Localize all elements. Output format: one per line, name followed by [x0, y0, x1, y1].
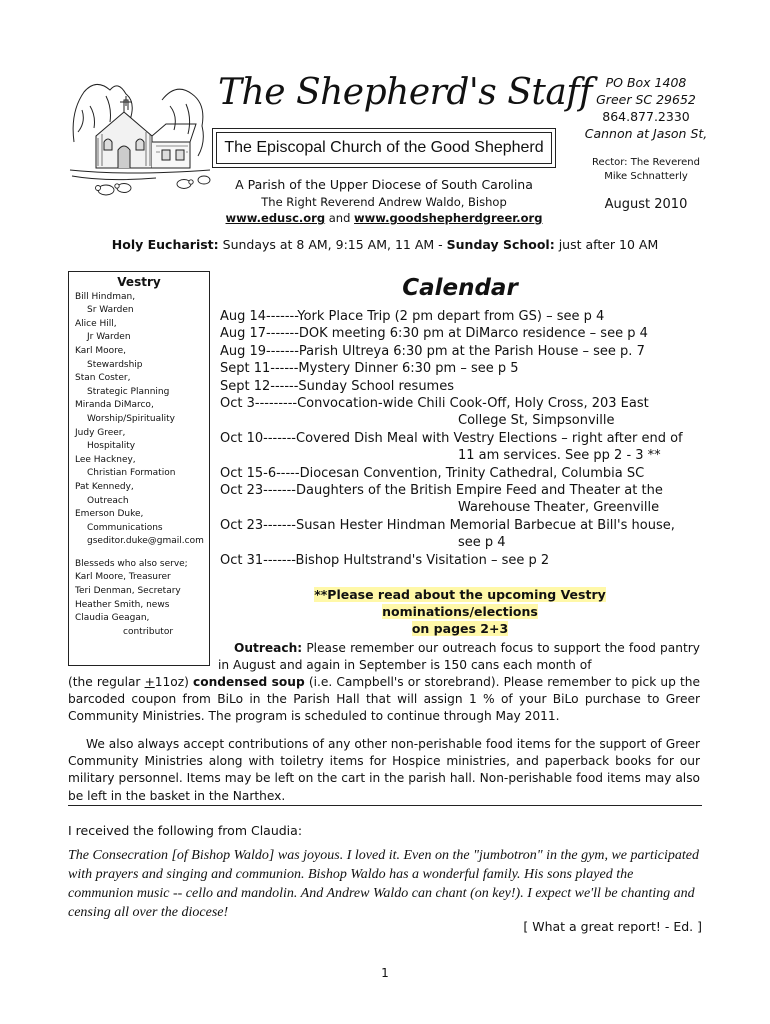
notice-line-1: **Please read about the upcoming Vestry nominations/elections [314, 587, 606, 619]
service-times [60, 237, 710, 252]
vestry-member-role: Communications [87, 522, 163, 533]
blessed-list [75, 558, 203, 640]
calendar-entry: Sept 11------Mystery Dinner 6:30 pm – see p 5 [220, 361, 519, 377]
notice-line-2: on pages 2+3 [411, 621, 509, 636]
plus-minus: + [144, 675, 155, 689]
vestry-email: gseditor.duke@gmail.com [87, 536, 204, 547]
vestry-member-name: Pat Kennedy, [75, 481, 134, 492]
vestry-member-name: Judy Greer, [75, 427, 126, 438]
school-time: just after 10 AM [554, 237, 659, 252]
page-number: 1 [381, 966, 389, 980]
vestry-member-role: Sr Warden [87, 305, 134, 316]
city-line: Greer SC 29652 [596, 92, 696, 107]
vestry-member-name: Emerson Duke, [75, 509, 144, 520]
vestry-member-role: Strategic Planning [87, 386, 170, 397]
calendar-entry: Aug 17-------DOK meeting 6:30 pm at DiMarco residence – see p 4 [220, 326, 648, 342]
outreach-label: Outreach: [234, 641, 303, 655]
church-name-box [212, 128, 556, 168]
calendar-entry-continuation: College St, Simpsonville [458, 413, 615, 429]
phone-number: 864.877.2330 [602, 109, 690, 124]
outreach-text-1: Please remember our outreach focus to support the food pantry in August and again in September is 150 cans each month of [218, 641, 700, 673]
eucharist-label: Holy Eucharist: [111, 237, 219, 252]
editor-note: [ What a great report! - Ed. ] [523, 919, 702, 934]
blessed-item: Claudia Geagan, [75, 613, 150, 624]
eucharist-times: Sundays at 8 AM, 9:15 AM, 11 AM - [218, 237, 447, 252]
vestry-member-name: Stan Coster, [75, 373, 131, 384]
vestry-member-role: Christian Formation [87, 468, 176, 479]
outreach-text-2c: (i.e. Campbell's or storebrand). Please remember to pick up the barcoded coupon from BiLo in the Parish Hall that will assign 1 % of your BiLo purchase to Greer Community Ministries. The program is scheduled to continue through May 2011. [68, 675, 700, 724]
calendar-entry: Oct 3---------Convocation-wide Chili Cook-Off, Holy Cross, 203 East [220, 396, 649, 412]
calendar-entry: Oct 31-------Bishop Hultstrand's Visitation – see p 2 [220, 552, 550, 568]
rector-name: Mike Schnatterly [604, 171, 688, 182]
calendar-entry-continuation: see p 4 [458, 535, 506, 551]
blessed-last-role: contributor [123, 626, 174, 637]
address-block [566, 74, 726, 142]
issue-date: August 2010 [604, 197, 688, 212]
parish-link[interactable]: www.goodshepherdgreer.org [354, 211, 543, 225]
vestry-member-list [75, 291, 203, 536]
calendar-entry: Oct 23-------Daughters of the British Empire Feed and Theater at the [220, 483, 663, 499]
blessed-item: Karl Moore, Treasurer [75, 572, 171, 583]
condensed-soup: condensed soup [193, 675, 305, 689]
calendar-entry-continuation: Warehouse Theater, Greenville [458, 500, 660, 516]
vestry-member-name: Lee Hackney, [75, 454, 136, 465]
calendar-entry: Oct 10-------Covered Dish Meal with Vestry Elections – right after end of [220, 430, 683, 446]
calendar-entry: Oct 23-------Susan Hester Hindman Memorial Barbecue at Bill's house, [220, 517, 675, 533]
outreach-paragraph-1 [218, 640, 700, 674]
vestry-member-name: Miranda DiMarco, [75, 400, 154, 411]
calendar-entry: Oct 15-6-----Diocesan Convention, Trinity Cathedral, Columbia SC [220, 465, 645, 481]
calendar-entry: Aug 14-------York Place Trip (2 pm depart from GS) – see p 4 [220, 309, 605, 324]
blessed-item: Teri Denman, Secretary [75, 586, 181, 597]
vestry-member-name: Bill Hindman, [75, 291, 136, 302]
food-donations-paragraph: We also always accept contributions of any other non-perishable food items for the support of Greer Community Ministries along with toiletry items for Hospice ministries, and paperback books for our military personnel. Items may be left on the cart in the parish hall. Non-perishable food items may also be left in the basket in the Narthex. [68, 737, 700, 803]
outreach-paragraph-2 [68, 674, 700, 726]
vestry-member-name: Alice Hill, [75, 318, 117, 329]
outreach-text-2b: 11oz) [154, 675, 194, 689]
diocese-link[interactable]: www.edusc.org [225, 211, 326, 225]
vestry-member-name: Karl Moore, [75, 345, 126, 356]
blessed-heading: Blesseds who also serve; [75, 558, 188, 569]
section-divider [68, 805, 702, 806]
claudia-intro: I received the following from Claudia: [68, 823, 303, 838]
calendar-entry-continuation: 11 am services. See pp 2 - 3 ** [458, 448, 661, 464]
newsletter-title: The Shepherd's Staff [218, 72, 592, 113]
calendar-list [220, 308, 700, 569]
calendar-entry: Aug 19-------Parish Ultreya 6:30 pm at the Parish House – see p. 7 [220, 343, 645, 359]
calendar-heading: Calendar [402, 275, 518, 301]
vestry-sidebar [68, 271, 210, 666]
rector-label: Rector: The Reverend [592, 157, 700, 168]
church-illustration [66, 72, 214, 202]
links-separator: and [325, 211, 355, 225]
street-line: Cannon at Jason St, [584, 126, 708, 141]
parish-line: A Parish of the Upper Diocese of South Carolina [235, 177, 533, 192]
school-label: Sunday School: [446, 237, 555, 252]
vestry-heading: Vestry [117, 275, 161, 289]
vestry-member-role: Hospitality [87, 441, 136, 452]
vestry-member-role: Worship/Spirituality [87, 413, 175, 424]
vestry-election-notice [240, 586, 680, 637]
po-box: PO Box 1408 [605, 75, 687, 90]
outreach-text-2a: (the regular [68, 675, 145, 689]
vestry-member-role: Stewardship [87, 359, 143, 370]
blessed-item: Heather Smith, news [75, 599, 170, 610]
blessed-items [75, 571, 203, 625]
vestry-member-role: Outreach [87, 495, 129, 506]
calendar-entry: Sept 12------Sunday School resumes [220, 378, 454, 394]
claudia-quote: The Consecration [of Bishop Waldo] was joyous. I loved it. Even on the "jumbotron" in the gym, we participated with prayers and singing and communion. Bishop Waldo has a wonderful family. His sons played the communion music -- cello and mandolin. And Andrew Waldo can chant (on key!). I expect we'll be chanting and censing all over the diocese! [68, 848, 699, 920]
bishop-line: The Right Reverend Andrew Waldo, Bishop [261, 195, 507, 209]
rector-block [566, 156, 726, 184]
vestry-member-role: Jr Warden [87, 332, 131, 343]
website-links [212, 211, 556, 225]
church-name: The Episcopal Church of the Good Shepherd [216, 132, 552, 164]
